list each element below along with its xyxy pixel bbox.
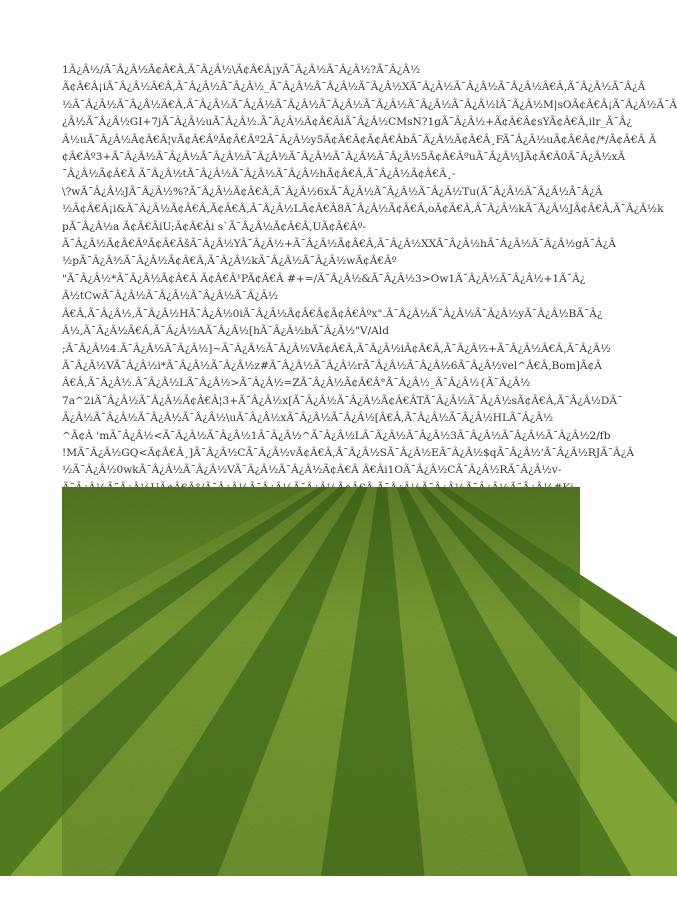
garbled-line: Â€Â‚Ã¯Â¿Â½.Ã¯Â¿Â½LÃ¯Â¿Â½>Ã¯Â¿Â½=ZÃ¯Â¿Â½Ã¢Â€Â°Ã¯Â¿Â½_Ã¯Â¿Â½{Ã¯Â¿Â½ [62, 377, 531, 390]
depth-shading [62, 487, 580, 876]
garbled-line: "Ã¯Â¿Â½*Ã¯Â¿Â½Ã¢Â€Â Ã¢Â€Â¹PÃ¢Â€Â #+=/Ã¯Â¿Â½&Ã¯Â¿Â½3>Ow1Ã¯Â¿Â½Ã¯Â¿Â½+1Ã¯Â¿ [62, 272, 586, 285]
garbled-line: ½pÃ¯Â¿Â½Ã¯Â¿Â½Ã¢Â€Â‚Ã¯Â¿Â½kÃ¯Â¿Â½Ã¯Â¿Â½wÃ¢Â€Âº [62, 255, 397, 268]
garbled-line: ;Ã¯Â¿Â½4.Ã¯Â¿Â½Ã¯Â¿Â½]~Ã¯Â¿Â½Ã¯Â¿Â½VÃ¢Â€Â‚Ã¯Â¿Â½iÃ¢Â€Â‚Ã¯Â¿Â½+Ã¯Â¿Â½Â€Â‚Ã¯Â¿Â½ [62, 342, 611, 355]
garbled-line: 7a^2iÃ¯Â¿Â½Ã¯Â¿Â½Ã¢Â€Â¦3+Ã¯Â¿Â½x[Ã¯Â¿Â½Ã¯Â¿Â½Ã¢Â€ÂTÃ¯Â¿Â½Ã¯Â¿Â½sÃ¢Â€Â‚Ã¯Â¿Â½DÃ¯ [62, 394, 623, 407]
striped-lawn-photo [62, 487, 580, 876]
garbled-line: ½Ã¯Â¿Â½Ã¯Â¿Â½Â€Â‚Ã¯Â¿Â½Ã¯Â¿Â½Ã¯Â¿Â½Ã¯Â¿Â½Ã¯Â¿Â½Ã¯Â¿Â½Ã¯Â¿Â½lÃ¯Â¿Â½M|sOÃ¢Â€Â¡Ã¯Â¿Â½Ã¯Â [62, 98, 677, 111]
garbled-line: ¯Â¿Â½Ã¢Â€Â Ã¯Â¿Â½tÃ¯Â¿Â½Ã¯Â¿Â½Ã¯Â¿Â½hÃ¢Â€Â‚Ã¯Â¿Â½Ã¢Â€Â¸- [62, 168, 456, 181]
garbled-line: ¿Â½Ã¯Â¿Â½GI+7jÃ¯Â¿Â½uÃ¯Â¿Â½.Ã¯Â¿Â½Ã¢Â€ÂiÃ¯Â¿Â½CMsN?1gÃ¯Â¿Â½+Ã¢Â€Â¢sYÃ¢Â€Â‚ilr_Ã¯Â¿ [62, 116, 633, 129]
garbled-line: \?wÃ¯Â¿Â½JÃ¯Â¿Â½%?Ã¯Â¿Â½Ã¢Â€Â‚Ã¯Â¿Â½6xÃ¯Â¿Â½Ã¯Â¿Â½Ã¯Â¿Â½Tu(Ã¯Â¿Â½Ã¯Â¿Â½Ã¯Â¿Â [62, 185, 603, 198]
garbled-line: !MÃ¯Â¿Â½GQ<Ã¢Â€Â¸]Ã¯Â¿Â½CÃ¯Â¿Â½vÃ¢Â€Â‚Ã¯Â¿Â½SÃ¯Â¿Â½EÃ¯Â¿Â½$qÃ¯Â¿Â½'Ã¯Â¿Â½RJÃ¯Â¿Â [62, 446, 635, 459]
garbled-line: ½Ã¯Â¿Â½0wkÃ¯Â¿Â½Ã¯Â¿Â½VÃ¯Â¿Â½Ã¯Â¿Â½Ã¢Â€Â Â€Âi1OÃ¯Â¿Â½CÃ¯Â¿Â½RÃ¯Â¿Â½v- [62, 464, 562, 477]
garbled-line: Ã¢Â€Â¡iÃ¯Â¿Â½Â€Â‚Ã¯Â¿Â½Ã¯Â¿Â½_Ã¯Â¿Â½Ã¯Â¿Â½Ã¯Â¿Â½XÃ¯Â¿Â½Ã¯Â¿Â½Ã¯Â¿Â½Â€Â‚Ã¯Â¿Â½Ã¯Â¿Â [62, 81, 646, 94]
garbled-line: ^Ã¢Â 'mÃ¯Â¿Â½<Ã¯Â¿Â½Ã¯Â¿Â½1Ã¯Â¿Â½^Ã¯Â¿Â½LÃ¯Â¿Â½Ã¯Â¿Â½3Ã¯Â¿Â½Ã¯Â¿Â½Ã¯Â¿Â½2/fb [62, 429, 611, 442]
garbled-line: ¢Â€Âº3+Ã¯Â¿Â½Ã¯Â¿Â½Ã¯Â¿Â½Ã¯Â¿Â½Ã¯Â¿Â½Ã¯Â¿Â½Ã¯Â¿Â½5Ã¢Â€ÂºuÃ¯Â¿Â½JÃ¢Â€Â0Ã¯Â¿Â½xÃ [62, 151, 626, 164]
garbled-line: 1Ã¿Â½/Ã¯Â¿Â½Ã¢Â€Â‚Ã¯Â¿Â½\Ã¢Â€Â¡yÃ¯Â¿Â½Ã¯Â¿Â½?Ã¯Â¿Â½ [62, 64, 421, 76]
garbled-line: ½Ã¢Â€Â¡i&Ã¯Â¿Â½Ã¢Â€Â‚Ã¢Â€Â‚Ã¯Â¿Â½LÃ¢Â€Â8Ã¯Â¿Â½Ã¢Â€Â‚oÃ¢Â€Â‚Ã¯Â¿Â½kÃ¯Â¿Â½JÃ¢Â€Â‚Ã¯Â¿Â½k [62, 203, 664, 216]
garbled-line: Ã¯Â¿Â½VÃ¯Â¿Â½i*Ã¯Â¿Â½Ã¯Â¿Â½z#Ã¯Â¿Â½Ã¯Â¿Â½rÃ¯Â¿Â½Ã¯Â¿Â½6Ã¯Â¿Â½vel^Â€Â‚Bom]Ã¢Â [62, 359, 602, 372]
lawn-image [62, 487, 580, 876]
garbled-line: Â½,Ã¯Â¿Â½Â€Â‚Ã¯Â¿Â½AÃ¯Â¿Â½[hÃ¯Â¿Â½bÃ¯Â¿Â½"V/Ald [62, 325, 389, 338]
garbled-line: pÃ¯Â¿Â½a Ã¢Â€ÂiU;Ã¢Â€Âi s`Ã¯Â¿Â½Ã¢Â€Â‚UÃ¢Â€Âº- [62, 220, 367, 233]
garbled-line: Â€Â‚Ã¯Â¿Â½,Ã¯Â¿Â½HÃ¯Â¿Â½0iÃ¯Â¿Â½Ã¢Â€Â¢Ã¢Â€Âºx".Ã¯Â¿Â½Ã¯Â¿Â½Ã¯Â¿Â½yÃ¯Â¿Â½BÃ¯Â¿ [62, 307, 603, 320]
garbled-text-block [62, 62, 677, 482]
garbled-line: Ã¯Â¿Â½Ã¢Â€ÂºÃ¢Â€ÂšÃ¯Â¿Â½YÃ¯Â¿Â½+Ã¯Â¿Â½Ã¢Â€Â‚Ã¯Â¿Â½XXÃ¯Â¿Â½hÃ¯Â¿Â½Ã¯Â¿Â½gÃ¯Â¿Â [62, 238, 616, 251]
garbled-line: Â½tCwÃ¯Â¿Â½Ã¯Â¿Â½Ã¯Â¿Â½Ã¯Â¿Â½ [62, 290, 279, 303]
garbled-line: Â¿Â½Ã¯Â¿Â½Ã¯Â¿Â½Ã¯Â¿Â½\uÃ¯Â¿Â½xÃ¯Â¿Â½Ã¯Â¿Â½[Â€Â‚Ã¯Â¿Â½Ã¯Â¿Â½HLÃ¯Â¿Â½ [62, 412, 554, 425]
garbled-line: Â½uÃ¯Â¿Â½Ã¢Â€Â¦vÃ¢Â€ÂºÃ¢Â€Âº2Ã¯Â¿Â½y5Ã¢Â€Â¢Ã¢Â€ÂbÃ¯Â¿Â½Ã¢Â€Â¸FÃ¯Â¿Â½uÃ¢Â€Â¢/*/Ã¢Â€Â Ã [62, 133, 657, 146]
